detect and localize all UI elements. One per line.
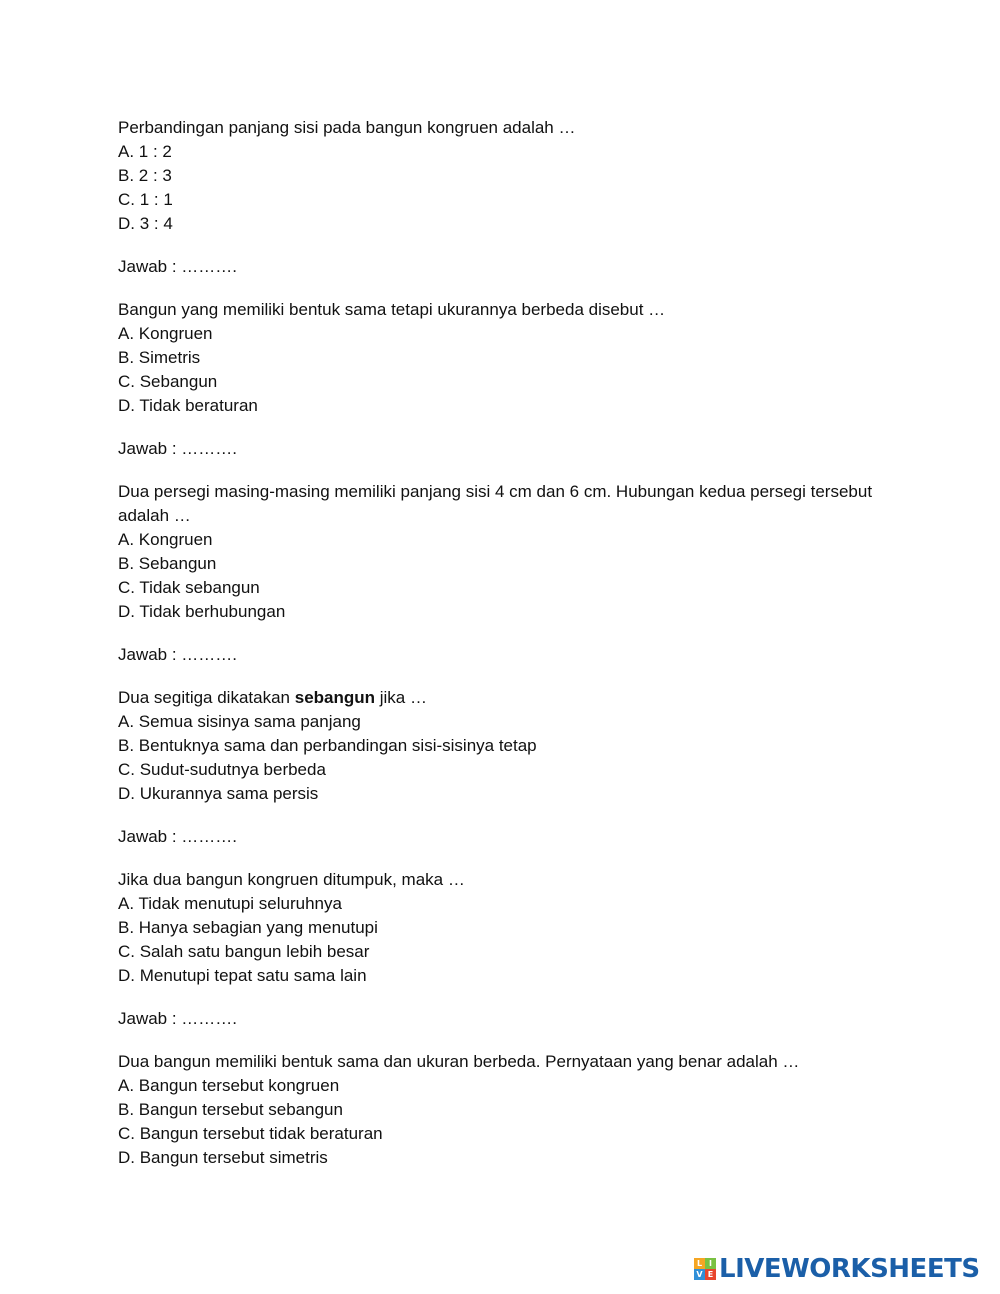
question-6-text: Dua bangun memiliki bentuk sama dan ukuran berbeda. Pernyataan yang benar adalah … [118,1052,800,1071]
question-6-option-d: D. Bangun tersebut simetris [118,1148,328,1167]
question-4-option-b: B. Bentuknya sama dan perbandingan sisi-sisinya tetap [118,736,537,755]
question-5-option-b: B. Hanya sebagian yang menutupi [118,918,378,937]
liveworksheets-logo-text: LIVEWORKSHEETS [719,1254,980,1284]
question-6-option-b: B. Bangun tersebut sebangun [118,1100,343,1119]
question-5-option-c: C. Salah satu bangun lebih besar [118,942,370,961]
logo-icon-letter-l: L [694,1258,705,1269]
question-4-text-before: Dua segitiga dikatakan [118,688,295,707]
question-3-option-c: C. Tidak sebangun [118,578,260,597]
question-5-answer-field[interactable]: Jawab : ………. [118,1009,238,1028]
question-4-option-c: C. Sudut-sudutnya berbeda [118,760,326,779]
question-3-option-a: A. Kongruen [118,530,213,549]
question-5 [118,868,878,988]
question-1-answer-field[interactable]: Jawab : ………. [118,257,238,276]
question-4-answer-field[interactable]: Jawab : ………. [118,827,238,846]
question-2-option-d: D. Tidak beraturan [118,396,258,415]
question-3 [118,480,878,624]
question-1-text: Perbandingan panjang sisi pada bangun kongruen adalah … [118,118,576,137]
question-6-option-a: A. Bangun tersebut kongruen [118,1076,340,1095]
question-3-text: Dua persegi masing-masing memiliki panjang sisi 4 cm dan 6 cm. Hubungan kedua persegi tersebut adalah … [118,482,873,525]
question-2-text: Bangun yang memiliki bentuk sama tetapi ukurannya berbeda disebut … [118,300,666,319]
question-4-text [118,686,878,710]
question-6-option-c: C. Bangun tersebut tidak beraturan [118,1124,383,1143]
question-4-text-after: jika … [375,688,427,707]
question-4-option-d: D. Ukurannya sama persis [118,784,319,803]
logo-icon-letter-e: E [705,1269,716,1280]
question-2-option-c: C. Sebangun [118,372,218,391]
question-1-option-a: A. 1 : 2 [118,142,172,161]
liveworksheets-logo [694,1254,980,1284]
question-1-option-d: D. 3 : 4 [118,214,173,233]
question-4-option-a: A. Semua sisinya sama panjang [118,712,361,731]
question-4-text-bold: sebangun [294,688,376,707]
logo-icon-letter-i: I [705,1258,716,1269]
question-2 [118,298,878,418]
worksheet-content [118,116,878,1189]
question-1-option-b: B. 2 : 3 [118,166,172,185]
question-1-option-c: C. 1 : 1 [118,190,173,209]
question-3-option-d: D. Tidak berhubungan [118,602,286,621]
question-5-option-d: D. Menutupi tepat satu sama lain [118,966,367,985]
question-2-option-a: A. Kongruen [118,324,213,343]
logo-icon-letter-v: V [694,1269,705,1280]
question-5-option-a: A. Tidak menutupi seluruhnya [118,894,342,913]
question-5-text: Jika dua bangun kongruen ditumpuk, maka … [118,870,465,889]
question-2-answer-field[interactable]: Jawab : ………. [118,439,238,458]
liveworksheets-logo-icon [694,1258,716,1280]
question-4 [118,686,878,806]
question-6 [118,1050,878,1170]
question-1 [118,116,878,236]
question-2-option-b: B. Simetris [118,348,201,367]
question-3-option-b: B. Sebangun [118,554,217,573]
question-3-answer-field[interactable]: Jawab : ………. [118,645,238,664]
